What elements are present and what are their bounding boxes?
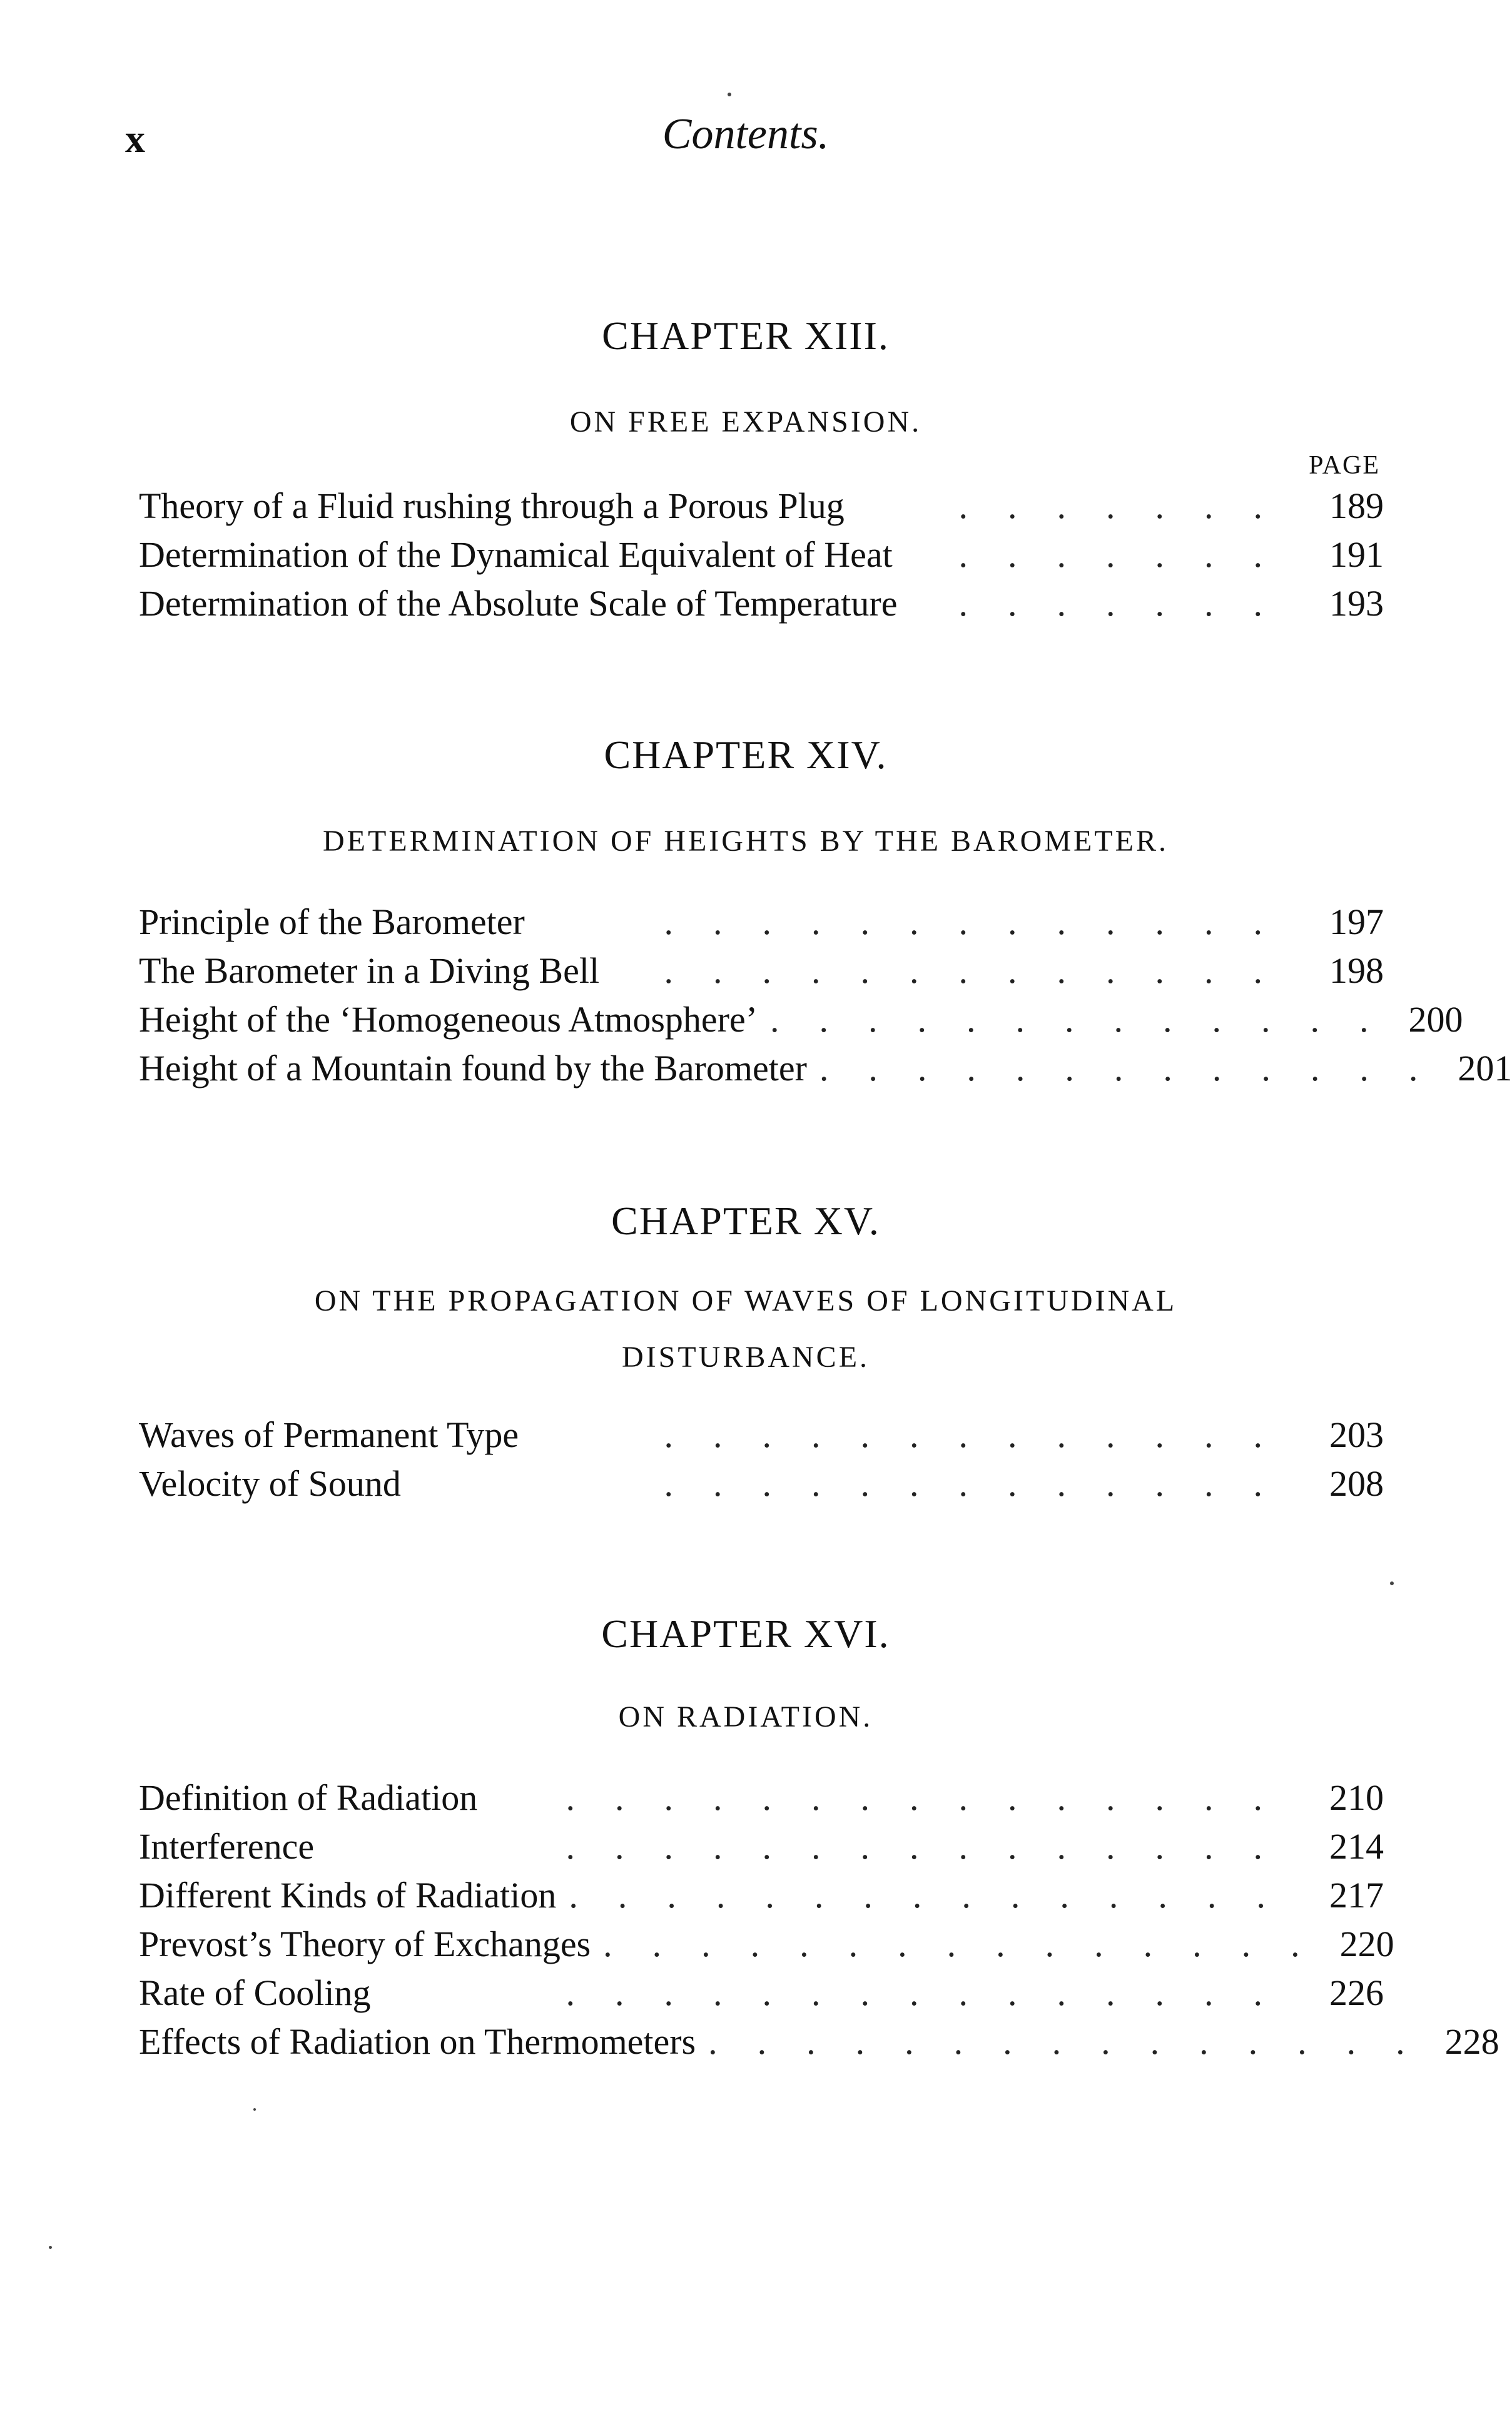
entry-list	[139, 482, 1384, 628]
running-head	[0, 109, 1491, 166]
entry-title: Effects of Radiation on Thermometers	[139, 2021, 696, 2062]
dot-leader: .......	[958, 534, 1302, 575]
dot-leader: .......	[958, 583, 1302, 624]
entry-page: 208	[1329, 1463, 1384, 1504]
toc-entry	[139, 1871, 1384, 1920]
dot-leader: .............	[819, 1048, 1458, 1089]
entry-page: 191	[1329, 534, 1384, 575]
page-number: x	[125, 116, 145, 161]
page-title: Contents.	[662, 110, 830, 158]
toc-entry	[139, 1969, 1384, 2017]
toc-entry	[139, 995, 1463, 1044]
entry-title: Height of a Mountain found by the Barometer	[139, 1048, 807, 1089]
chapter-heading: CHAPTER XIII.	[602, 313, 890, 358]
entry-page: 189	[1329, 485, 1384, 526]
print-speck	[1390, 1581, 1394, 1585]
entry-title: Velocity of Sound	[139, 1463, 401, 1504]
dot-leader: ...............	[708, 2021, 1445, 2062]
entry-page: 226	[1329, 1972, 1384, 2013]
toc-entry	[139, 579, 1384, 628]
dot-leader: .............	[770, 999, 1409, 1040]
print-speck	[49, 2246, 52, 2249]
entry-page: 197	[1329, 901, 1384, 942]
entry-title: Principle of the Barometer	[139, 901, 525, 942]
toc-entry	[139, 947, 1384, 995]
page-column-label: PAGE	[1309, 451, 1380, 480]
entry-page: 220	[1339, 1924, 1394, 1964]
entry-title: Determination of the Dynamical Equivalent of Heat	[139, 534, 893, 575]
toc-entry	[139, 2017, 1499, 2066]
toc-entry	[139, 1774, 1384, 1822]
toc-entry	[139, 1044, 1512, 1093]
toc-entry	[139, 898, 1384, 947]
dot-leader: ...............	[566, 1972, 1302, 2013]
dot-leader: ...............	[569, 1875, 1306, 1916]
chapter-subtitle: ON FREE EXPANSION.	[569, 405, 922, 439]
entry-page: 203	[1329, 1414, 1384, 1455]
entry-title: Interference	[139, 1826, 315, 1867]
entry-page: 201	[1458, 1048, 1512, 1089]
dot-leader: ...............	[603, 1924, 1340, 1964]
entry-title: Theory of a Fluid rushing through a Porous Plug	[139, 485, 845, 526]
dot-leader: .............	[664, 901, 1302, 942]
entry-page: 214	[1329, 1826, 1384, 1867]
dot-leader: .............	[664, 950, 1302, 991]
dot-leader: ...............	[566, 1826, 1302, 1867]
dot-leader: ...............	[566, 1777, 1302, 1818]
print-speck	[728, 93, 731, 96]
toc-entry	[139, 1411, 1384, 1459]
entry-list	[139, 1774, 1499, 2066]
entry-page: 228	[1444, 2021, 1499, 2062]
chapter-subtitle: DETERMINATION OF HEIGHTS BY THE BAROMETER.	[323, 825, 1169, 858]
chapter-heading: CHAPTER XV.	[611, 1199, 880, 1243]
entry-page: 193	[1329, 583, 1384, 624]
entry-title: Rate of Cooling	[139, 1972, 371, 2013]
toc-entry	[139, 1459, 1384, 1508]
print-speck	[253, 2108, 256, 2111]
toc-entry	[139, 530, 1384, 579]
chapter-heading: CHAPTER XVI.	[601, 1611, 890, 1656]
dot-leader: .......	[958, 485, 1302, 526]
entry-list	[139, 1411, 1384, 1508]
entry-page: 200	[1408, 999, 1463, 1040]
entry-page: 217	[1329, 1875, 1384, 1916]
entry-page: 210	[1329, 1777, 1384, 1818]
entry-title: The Barometer in a Diving Bell	[139, 950, 600, 991]
entry-title: Determination of the Absolute Scale of Temperature	[139, 583, 898, 624]
entry-title: Prevost’s Theory of Exchanges	[139, 1924, 591, 1964]
entry-list	[139, 898, 1512, 1093]
chapter-subtitle: ON THE PROPAGATION OF WAVES OF LONGITUDINAL DISTURBANCE.	[314, 1284, 1177, 1374]
toc-entry	[139, 482, 1384, 530]
dot-leader: .............	[664, 1463, 1302, 1504]
entry-title: Different Kinds of Radiation	[139, 1875, 557, 1916]
chapter-heading: CHAPTER XIV.	[604, 733, 888, 777]
entry-title: Definition of Radiation	[139, 1777, 478, 1818]
toc-entry	[139, 1920, 1394, 1969]
entry-title: Height of the ‘Homogeneous Atmosphere’	[139, 999, 758, 1040]
chapter-subtitle: ON RADIATION.	[618, 1700, 873, 1733]
toc-entry	[139, 1822, 1384, 1871]
dot-leader: .............	[664, 1414, 1302, 1455]
entry-page: 198	[1329, 950, 1384, 991]
entry-title: Waves of Permanent Type	[139, 1414, 519, 1455]
